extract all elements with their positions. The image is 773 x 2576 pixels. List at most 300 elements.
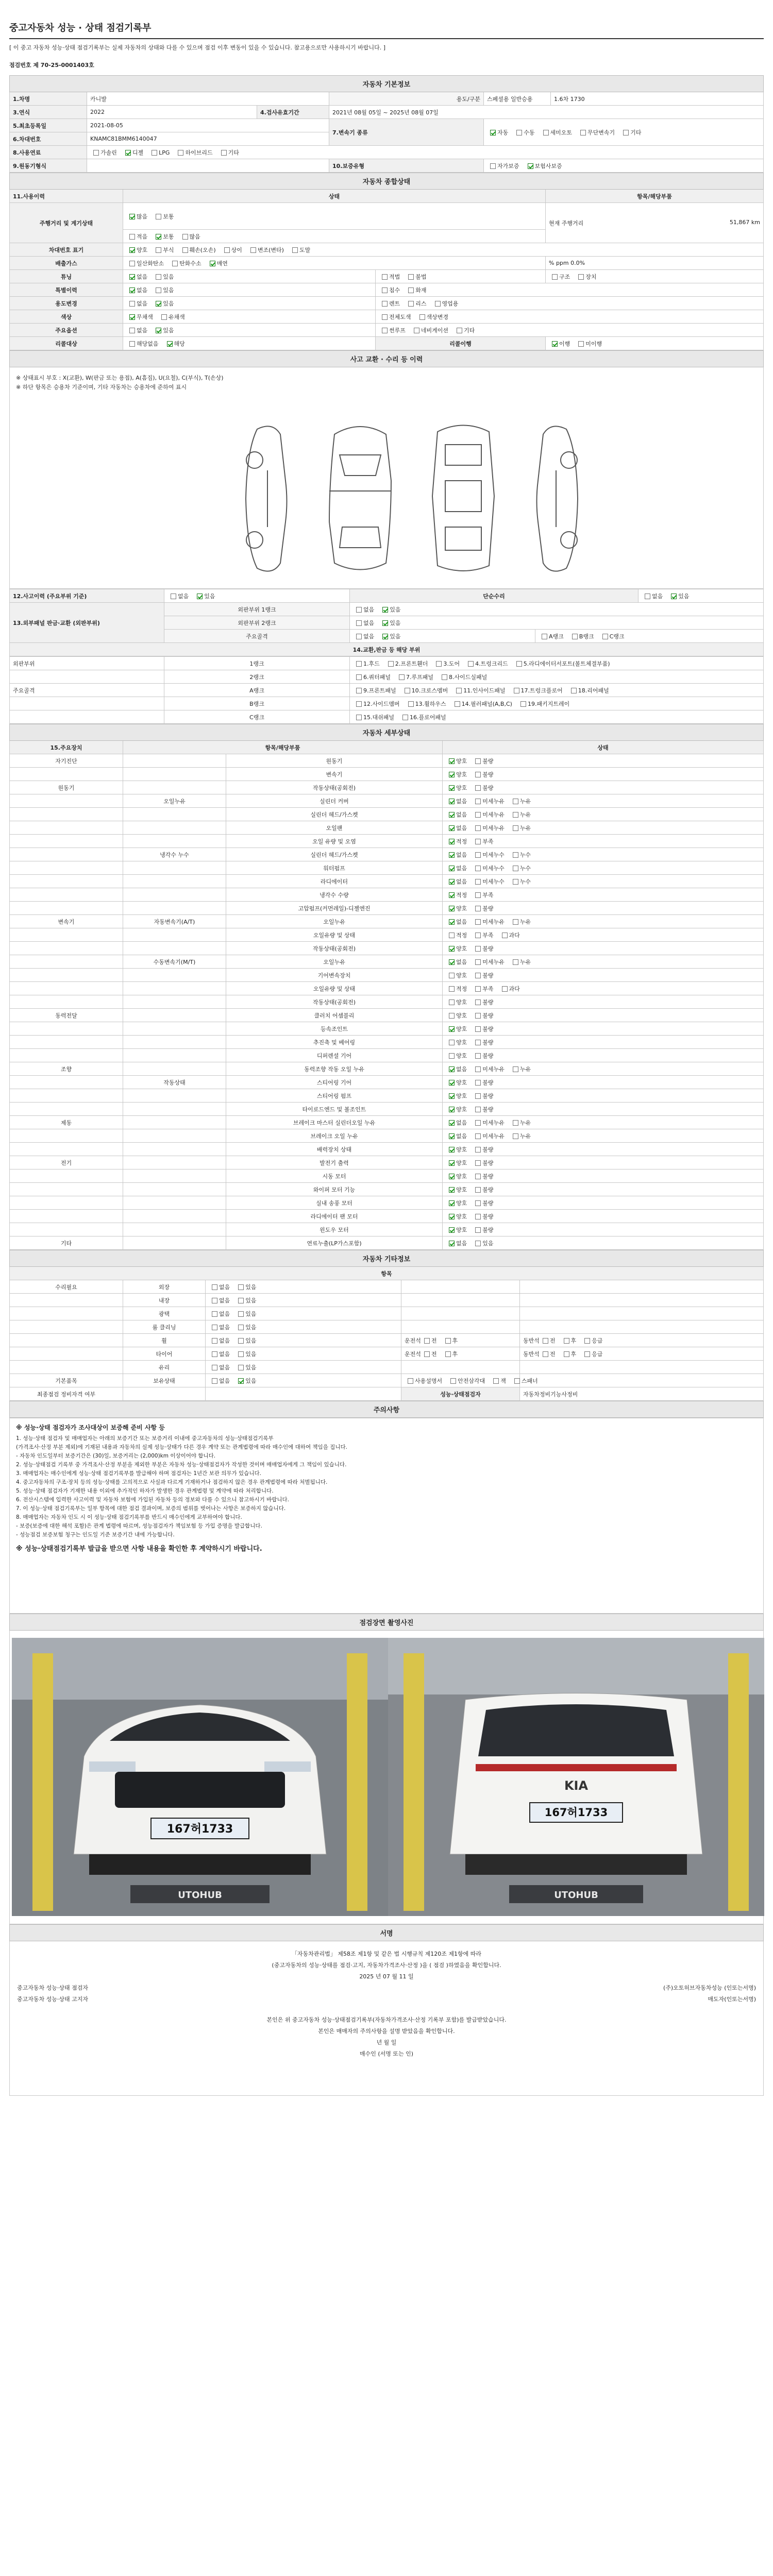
checkbox-icon [475,839,481,844]
checkbox-icon [475,1160,481,1166]
checkbox-icon [449,906,455,911]
option [510,852,531,858]
option-label: 보통 [163,233,174,240]
detail-item: 냉각수 수량 [226,888,443,902]
option-label: 없음 [456,1240,467,1247]
detail-subgroup [123,982,226,995]
option-label: 15.대쉬패널 [363,714,394,721]
sign-confirm-2: 본인은 매매자의 주의사항을 설명 받았음을 확인합니다. [318,2028,455,2035]
option-label: 불량 [482,1186,494,1193]
detail-state [443,1089,764,1103]
label-transmission: 7.변속기 종류 [329,119,484,146]
section-title-general: 자동차 종합상태 [10,173,764,190]
option [446,1066,467,1073]
option [446,811,467,818]
option-label: 불량 [482,1106,494,1113]
option [442,1351,458,1358]
option [446,1213,467,1220]
option [126,260,164,267]
accident-options [164,589,350,603]
option-label: 누유 [519,918,531,925]
checkbox-icon [212,1351,217,1357]
option [472,1106,493,1113]
checkbox-icon [475,999,481,1005]
option [179,233,200,240]
other-item: 보유상태 [123,1374,206,1387]
option-label: 없음 [219,1364,230,1371]
detail-item: 작동상태(공회전) [226,781,443,794]
option-label: 전 [549,1350,556,1358]
checkbox-icon [449,1174,455,1179]
option-label: 양호 [456,998,467,1006]
detail-group: 원동기 [10,781,123,794]
option [446,945,467,952]
checkbox-icon [572,634,578,639]
checkbox-icon [382,301,388,307]
checkbox-icon [449,1147,455,1153]
detail-group [10,875,123,888]
option [209,1297,230,1304]
detail-group [10,1183,123,1196]
option-label: 해당 [174,340,185,347]
option [446,865,467,872]
parts-rank: A랭크 [164,684,350,697]
checkbox-icon [468,661,474,667]
checkbox-icon [475,852,481,858]
option [549,274,570,280]
label-special-history: 특별이력 [10,283,123,297]
option [446,785,467,791]
option-label: 적정 [456,985,467,992]
detail-state [443,969,764,982]
option-label: 썬루프 [389,327,406,334]
checkbox-icon [475,825,481,831]
detail-item: 실내 송풍 모터 [226,1196,443,1210]
option-label: 양호 [456,784,467,791]
detail-state [443,942,764,955]
detail-group [10,1049,123,1062]
first-reg-value: 2021-08-05 [87,119,329,132]
checkbox-icon [449,839,455,844]
detail-state [443,995,764,1009]
color-options [123,310,376,324]
option [472,785,493,791]
other-head: 항목 [10,1267,764,1280]
option [510,878,531,885]
option [421,1351,437,1358]
option-label: 불량 [482,1039,494,1046]
other-state [206,1387,401,1401]
panel-frame-options [350,630,535,643]
other-extra-2 [520,1307,764,1320]
rear-sign-text: UTOHUB [554,1890,598,1901]
option-label: 있음 [245,1337,257,1344]
option-label: 자가보증 [497,162,519,170]
notes-line: 1. 성능·상태 점검자 및 매매업자는 아래의 보증기간 또는 보증거리 이내에 중고자동차의 성능·상태점검기록부 [16,1435,274,1442]
option-label: 미세누수 [482,865,505,872]
detail-group [10,1170,123,1183]
detail-item: 실린더 커버 [226,794,443,808]
option-label: 미세누유 [482,1065,505,1073]
checkbox-icon [475,1200,481,1206]
option [209,1364,230,1371]
checkbox-icon [250,247,256,253]
checkbox-icon [475,892,481,898]
option [235,1337,256,1344]
option-label: 화재 [415,286,427,294]
option-label: 미세누유 [482,1119,505,1126]
option [416,314,449,320]
detail-group [10,848,123,861]
option-label: 16.플로어패널 [410,714,446,721]
option-label: 있음 [163,286,174,294]
checkbox-icon [449,959,455,965]
label-usage-change: 용도변경 [10,297,123,310]
option-label: 많음 [189,233,200,240]
detail-group: 기타 [10,1236,123,1250]
option [379,606,400,613]
option-label: 구조 [559,273,570,280]
checkbox-icon [356,661,362,667]
checkbox-icon [436,661,442,667]
detail-row [10,942,764,955]
option-label: 있음 [204,592,215,600]
option [510,959,531,965]
notes-line: 3. 매매업자는 매수인에게 성능·상태 점검기록부를 발급해야 하며 점검자는 1년간 보관 의무가 있습니다. [16,1470,261,1477]
option-label: 있음 [390,633,401,640]
option-label: 없음 [456,865,467,872]
detail-group [10,1210,123,1223]
general-head-2: 상태 [123,190,546,203]
other-row [10,1374,764,1387]
parts-row [10,697,764,710]
option-label: 무단변속기 [587,129,615,136]
option-label: 19.패키지트레이 [527,700,570,707]
option-label: 양호 [456,1052,467,1059]
checkbox-icon [408,274,414,280]
detail-subgroup [123,1103,226,1116]
option-label: 하이브리드 [185,149,213,156]
checkbox-icon [449,946,455,952]
option [510,798,531,805]
detail-row [10,794,764,808]
option-label: 11.인사이드패널 [463,687,506,694]
detail-group [10,969,123,982]
label-warranty-type: 10.보증유형 [329,159,484,173]
option-label: C랭크 [609,633,625,640]
mileage-value-cell [546,203,764,243]
option [353,714,394,721]
other-extra-2 [520,1374,764,1387]
option-label: 훼손(오손) [189,246,216,253]
detail-state [443,915,764,928]
option [525,163,562,170]
car-right-side-icon [537,426,578,571]
other-group [10,1294,123,1307]
option-label: LPG [159,149,170,156]
option [207,260,228,267]
detail-row [10,1089,764,1103]
detail-item: 오일유량 및 상태 [226,928,443,942]
option [446,1079,467,1086]
checkbox-icon [475,946,481,952]
detail-group [10,821,123,835]
usage-value: 스페셜용 일반승용 [484,92,551,106]
parts-rank: 2랭크 [164,670,350,684]
checkbox-icon [475,1080,481,1086]
detail-row [10,808,764,821]
detail-row [10,781,764,794]
checkbox-icon [580,130,586,135]
option-label: 13.휠하우스 [415,700,446,707]
checkbox-icon [516,661,522,667]
checkbox-icon [475,1026,481,1032]
option-label: 불량 [482,784,494,791]
panel-rank2-label: 외판부위 2랭크 [164,616,350,630]
recall-options [123,337,376,350]
option [235,1297,256,1304]
option [399,714,446,721]
checkbox-icon [475,959,481,965]
sign-line-1: 「자동차관리법」 제58조 제1항 및 같은 법 시행규칙 제120조 제1항에 따라 [291,1951,482,1957]
option-label: 7.루프패널 [406,673,433,681]
detail-row [10,982,764,995]
option [90,149,117,156]
option-label: 불량 [482,1146,494,1153]
detail-subgroup [123,835,226,848]
option-label: 해당없음 [137,340,159,347]
option [446,1026,467,1032]
detail-subgroup [123,1210,226,1223]
detail-group: 변속기 [10,915,123,928]
option-label: 부족 [482,931,494,939]
option-label: 불량 [482,972,494,979]
checkbox-icon [449,866,455,871]
detail-subgroup [123,1116,226,1129]
general-head-1: 11.사용이력 [10,190,123,203]
option-label: 변조(변타) [257,246,284,253]
signature-box [9,1941,764,2096]
checkbox-icon [408,301,414,307]
option-label: 사용설명서 [415,1377,443,1384]
checkbox-icon [212,1378,217,1384]
option-label: 네비게이션 [421,327,449,334]
checkbox-icon [493,1378,499,1384]
notes-line: - 보증(보증에 대한 해석 포함)은 관계 법령에 따르며, 성능점검자가 책임보험 등 가입 증명을 발급합니다. [16,1523,262,1529]
detail-item: 디퍼렌셜 기어 [226,1049,443,1062]
option [396,674,433,681]
checkbox-icon [513,959,518,965]
checkbox-icon [356,688,362,693]
option-label: 양호 [456,1039,467,1046]
option-label: 부식 [163,246,174,253]
detail-item: 실린더 헤드/가스켓 [226,848,443,861]
option-label: 보험사보증 [534,162,562,170]
option-label: 침수 [389,286,400,294]
detail-item: 브레이크 마스터 실린더오일 누유 [226,1116,443,1129]
checkbox-icon [212,1298,217,1303]
checkbox-icon [502,933,508,938]
other-extra-2: 동반석 전 후 응급 [520,1347,764,1361]
detail-item: 오일유량 및 상태 [226,982,443,995]
sign-confirm-1: 본인은 위 중고자동차 성능·상태점검기록부(자동차가격조사·산정 기록부 포함)를 발급받았습니다. [266,2016,507,2023]
other-item: 룸 클리닝 [123,1320,206,1334]
option [153,233,174,240]
tuning-legal-options [376,270,546,283]
option-label: 양호 [456,1012,467,1019]
option-label: 없음 [456,851,467,858]
option-label: 없음 [219,1377,230,1384]
checkbox-icon [129,301,135,307]
option-label: 부족 [482,985,494,992]
detail-subgroup [123,821,226,835]
option [453,687,505,694]
label-parts: 14.교환,판금 등 해당 부위 [10,643,764,656]
detail-subgroup [123,1156,226,1170]
checkbox-icon [238,1298,244,1303]
checkbox-icon [475,1241,481,1246]
checkbox-icon [475,933,481,938]
other-extra-1 [401,1280,520,1294]
checkbox-icon [405,688,410,693]
detail-row [10,1076,764,1089]
detail-subgroup [123,808,226,821]
checkbox-icon [161,314,167,320]
option [511,687,563,694]
option [472,1213,493,1220]
option-label: 없음 [137,286,148,294]
label-first-reg: 5.최초등록일 [10,119,87,132]
detail-subgroup [123,861,226,875]
option-label: 양호 [456,972,467,979]
checkbox-icon [445,1351,451,1357]
detail-state [443,835,764,848]
notes-line: 2. 성능·상태점검 기록부 중 가격조사·산정 부분을 제외한 부분은 자동차 성능·상태점검자가 작성한 것이며 매매업자에게 그 책임이 있습니다. [16,1462,347,1468]
detail-row [10,1022,764,1036]
other-info-table [9,1250,764,1401]
option [446,919,467,925]
option-label: 없음 [456,1132,467,1140]
rear-plate: 167허1733 [544,1806,608,1819]
other-state [206,1320,401,1334]
option-label: 10.크로스멤버 [411,687,448,694]
main-options [123,324,376,337]
detail-item: 타이로드엔드 및 볼조인트 [226,1103,443,1116]
detail-subgroup [123,942,226,955]
detail-item: 클러치 어셈블리 [226,1009,443,1022]
option-label: 불량 [482,1025,494,1032]
option-label: 18.리어패널 [578,687,609,694]
option-label: 적음 [137,233,148,240]
car-underbody-view-icon [432,426,494,571]
parts-row [10,657,764,670]
notes-line: - 자동차 인도일부터 보증기간은 (30)일, 보증거리는 (2,000)km 이상이어야 합니다. [16,1453,216,1459]
year-value: 2022 [87,106,257,119]
panel-rank2-options [350,616,764,630]
detail-state [443,754,764,768]
front-photo [12,1638,388,1916]
detail-item: 고압펌프(커먼레일)-디젤엔진 [226,902,443,915]
option-label: 후 [570,1350,577,1358]
other-row [10,1347,764,1361]
option [235,1324,256,1331]
document-title: 중고자동차 성능 · 상태 점검기록부 [9,23,152,33]
option-label: 있음 [245,1324,257,1331]
label-vin-mark: 차대번호 표기 [10,243,123,257]
label-fuel: 8.사용연료 [10,146,87,159]
option [126,327,147,334]
notes-line: - 성능점검 보증보험 청구는 인도일 기준 보증기간 내에 가능합니다. [16,1532,175,1538]
notes-line: 8. 매매업자는 자동차 인도 시 이 성능·상태 점검기록부를 반드시 매수인에게 교부하여야 합니다. [16,1514,242,1520]
checkbox-icon [475,1133,481,1139]
option [472,1093,493,1099]
option-label: 불량 [482,1052,494,1059]
sign-ymd: 년 월 일 [376,2039,397,2046]
checkbox-icon [212,1338,217,1344]
notes-bottom: ※ 성능·상태점검기록부 발급을 받으면 사항 내용을 확인한 후 계약하시기 바랍니다. [16,1545,262,1553]
detail-row [10,1183,764,1196]
usage-change-options [123,297,376,310]
checkbox-icon [475,772,481,777]
label-year: 3.연식 [10,106,87,119]
detail-item: 오일누유 [226,955,443,969]
checkbox-icon [449,1013,455,1019]
option-label: 17.트렁크플로어 [520,687,563,694]
option [446,798,467,805]
option-label: 불량 [482,1079,494,1086]
rear-photo [388,1638,764,1916]
label-color: 색상 [10,310,123,324]
option [451,701,512,707]
option-label: 누유 [519,798,531,805]
checkbox-icon [238,1365,244,1370]
option [540,1351,556,1358]
detail-state [443,928,764,942]
other-group: 수리필요 [10,1280,123,1294]
parts-items [350,697,764,710]
detail-state [443,875,764,888]
sign-notifier-label: 중고자동차 성능·상태 고지자 [17,1996,89,2003]
details-head-3: 상태 [443,741,764,754]
fuel-options [87,146,764,159]
option [442,1337,458,1344]
detail-group: 조향 [10,1062,123,1076]
option-label: 보통 [163,213,174,220]
checkbox-icon [457,328,462,333]
panel-frame-label: 주요골격 [164,630,350,643]
other-state [206,1307,401,1320]
checkbox-icon [408,287,414,293]
checkbox-icon [671,594,677,599]
mileage-value: 51,867 km [729,218,760,226]
checkbox-icon [513,919,518,925]
vehicle-outline-diagram [237,419,587,579]
option-label: 양호 [456,771,467,778]
other-extra-1 [401,1307,520,1320]
option-label: 있음 [245,1350,257,1358]
section-title-exterior: 사고 교환 · 수리 등 이력 [10,351,764,367]
checkbox-icon [475,1120,481,1126]
other-extra-1 [401,1320,520,1334]
option [472,758,493,765]
other-state [206,1374,401,1387]
checkbox-icon [156,301,161,307]
option [126,213,147,220]
checkbox-icon [449,1026,455,1032]
rear-brand: KIA [564,1778,589,1793]
option-label: 양호 [456,905,467,912]
option-label: 후 [452,1350,458,1358]
